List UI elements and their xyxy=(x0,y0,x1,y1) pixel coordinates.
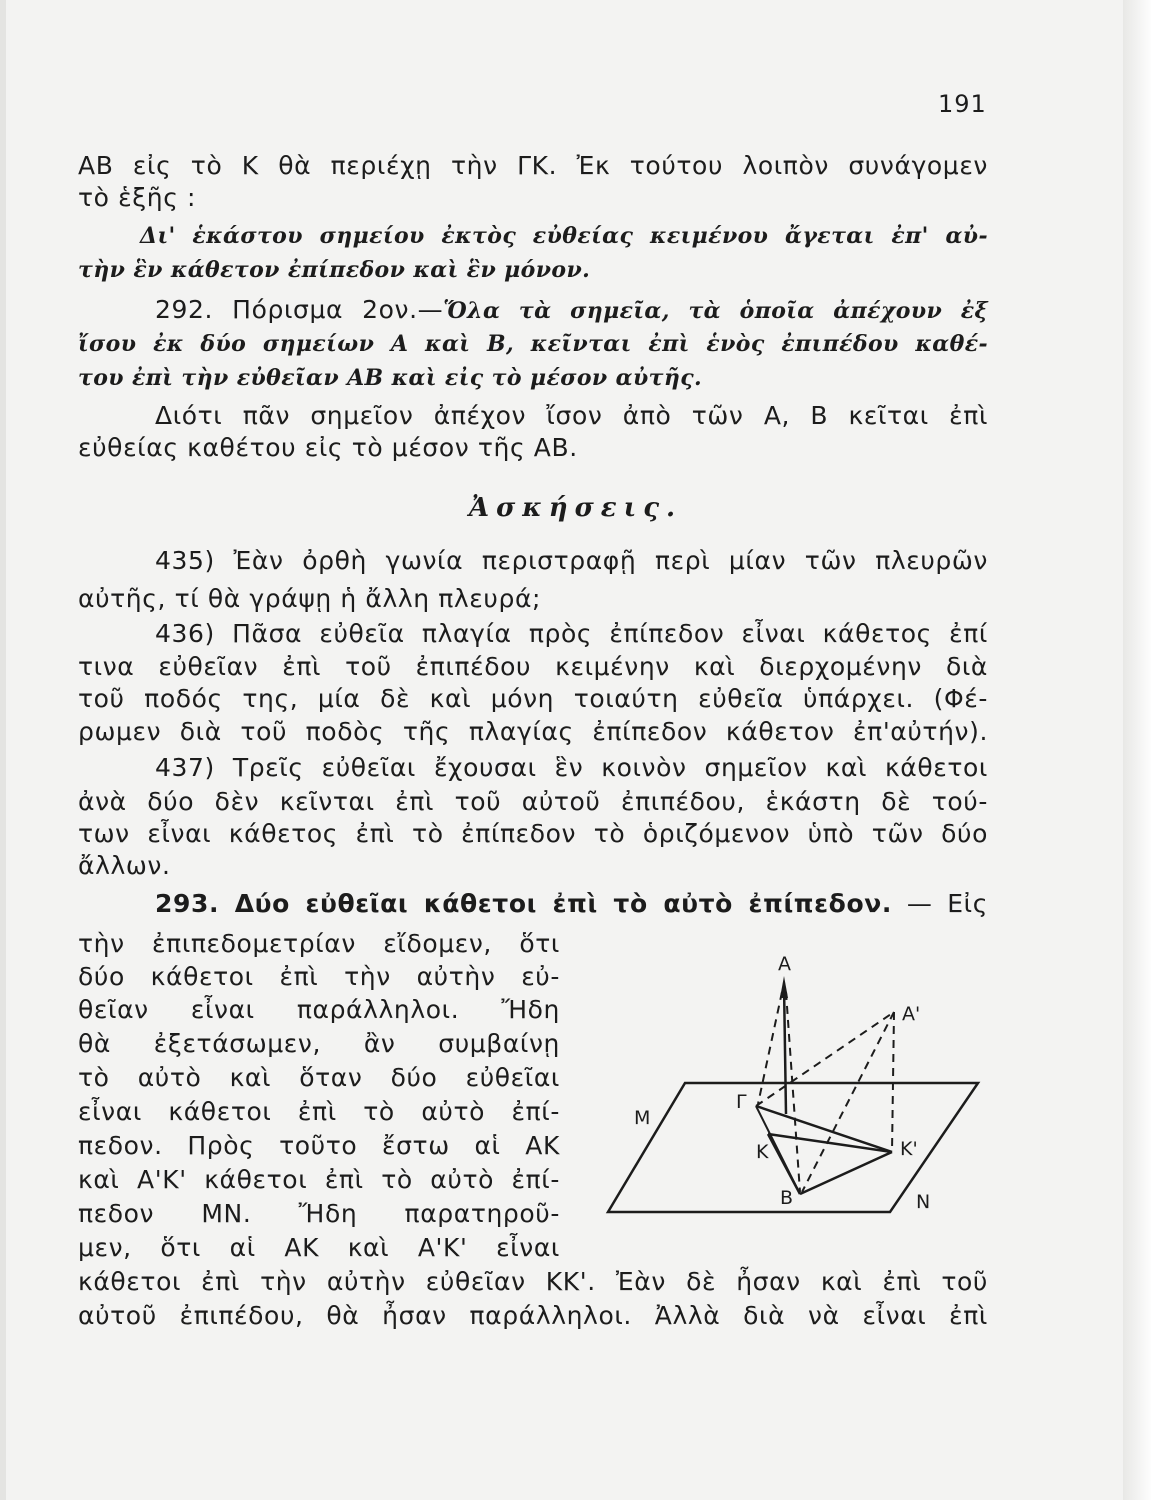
exercises-heading: Ἀσκήσεις. xyxy=(468,493,683,523)
exercise-line: 436) Πᾶσα εὐθεῖα πλαγία πρὸς ἐπίπεδον εἶναι κάθετος ἐπί xyxy=(155,619,988,648)
narrow-text-line: εἶναι κάθετοι ἐπὶ τὸ αὐτὸ ἐπί- xyxy=(78,1097,560,1126)
narrow-text-line: πεδον ΜΝ. Ἤδη παρατηροῦ- xyxy=(78,1199,560,1228)
segment-ak xyxy=(784,985,786,1114)
dashed-gamma-aprime xyxy=(756,1012,894,1106)
page-left-edge xyxy=(0,0,6,1500)
narrow-text-line: καὶ Α'Κ' κάθετοι ἐπὶ τὸ αὐτὸ ἐπί- xyxy=(78,1165,560,1194)
corollary-text-line: ἴσου ἐκ δύο σημείων Α καὶ Β, κεῖνται ἐπὶ ἑνὸς ἐπιπέδου καθέ- xyxy=(78,331,988,357)
segment-b-kprime xyxy=(800,1152,892,1194)
text-line: αὐτοῦ ἐπιπέδου, θὰ ἦσαν παράλληλοι. Ἀλλὰ διὰ νὰ εἶναι ἐπὶ xyxy=(78,1301,988,1330)
text-line: τὸ ἑξῆς : xyxy=(78,183,197,212)
label-a: Α xyxy=(778,953,791,975)
text-line: κάθετοι ἐπὶ τὴν αὐτὴν εὐθεῖαν ΚΚ'. Ἐὰν δὲ ἦσαν καὶ ἐπὶ τοῦ xyxy=(78,1267,988,1296)
section-title: 293. Δύο εὐθεῖαι κάθετοι ἐπὶ τὸ αὐτὸ ἐπίπεδον. xyxy=(155,889,892,918)
corollary-292-heading xyxy=(155,294,988,327)
exercise-line: αὐτῆς, τί θὰ γράψῃ ἡ ἄλλη πλευρά; xyxy=(78,584,542,613)
exercise-line: τοῦ ποδός της, μία δὲ καὶ μόνη τοιαύτη εὐθεῖα ὑπάρχει. (Φέ- xyxy=(78,684,988,713)
proof-line: εὐθείας καθέτου εἰς τὸ μέσον τῆς ΑΒ. xyxy=(78,433,578,462)
narrow-text-line: τὸ αὐτὸ καὶ ὅταν δύο εὐθεῖαι xyxy=(78,1063,560,1092)
page-number: 191 xyxy=(938,90,987,118)
narrow-text-line: θὰ ἐξετάσωμεν, ἂν συμβαίνῃ xyxy=(78,1029,560,1058)
label-k: Κ xyxy=(756,1141,769,1163)
narrow-text-line: μεν, ὅτι αἱ ΑΚ καὶ Α'Κ' εἶναι xyxy=(78,1233,560,1262)
label-a-prime: Α' xyxy=(902,1003,921,1025)
section-293-heading xyxy=(155,888,988,920)
theorem-statement-line: τὴν ἓν κάθετον ἐπίπεδον καὶ ἓν μόνον. xyxy=(78,257,591,283)
theorem-statement-line: Δι' ἑκάστου σημείου ἐκτὸς εὐθείας κειμένου ἄγεται ἐπ' αὐ- xyxy=(140,223,988,249)
text-line: ΑΒ εἰς τὸ Κ θὰ περιέχῃ τὴν ΓΚ. Ἐκ τούτου λοιπὸν συνάγομεν xyxy=(78,151,988,180)
label-n: Ν xyxy=(916,1191,931,1213)
exercise-line: ἄλλων. xyxy=(78,851,171,880)
dashed-aprime-b xyxy=(802,1012,894,1192)
exercise-line: ρωμεν διὰ τοῦ ποδὸς τῆς πλαγίας ἐπίπεδον κάθετον ἐπ'αὐτήν). xyxy=(78,717,988,746)
exercise-line: τινα εὐθεῖαν ἐπὶ τοῦ ἐπιπέδου κειμένην καὶ διερχομένην διὰ xyxy=(78,652,988,681)
narrow-text-line: δύο κάθετοι ἐπὶ τὴν αὐτὴν εὐ- xyxy=(78,962,560,991)
narrow-text-line: τὴν ἐπιπεδομετρίαν εἴδομεν, ὅτι xyxy=(78,929,560,958)
geometry-figure xyxy=(590,940,990,1230)
dashed-a-gamma xyxy=(758,992,782,1104)
exercise-line: ἀνὰ δύο δὲν κεῖνται ἐπὶ τοῦ αὐτοῦ ἐπιπέδου, ἑκάστη δὲ τού- xyxy=(78,787,988,816)
exercise-line: των εἶναι κάθετος ἐπὶ τὸ ἐπίπεδον τὸ ὁριζόμενον ὑπὸ τῶν δύο xyxy=(78,819,988,848)
section-title-continuation: — Εἰς xyxy=(906,889,989,918)
corollary-text-line: του ἐπὶ τὴν εὐθεῖαν ΑΒ καὶ εἰς τὸ μέσον αὐτῆς. xyxy=(78,365,703,391)
corollary-number: 292. Πόρισμα 2ον. xyxy=(155,295,418,324)
exercise-line: 437) Τρεῖς εὐθεῖαι ἔχουσαι ἓν κοινὸν σημεῖον καὶ κάθετοι xyxy=(155,753,988,782)
label-k-prime: Κ' xyxy=(900,1138,918,1160)
proof-line: Διότι πᾶν σημεῖον ἀπέχον ἴσον ἀπὸ τῶν Α, Β κεῖται ἐπὶ xyxy=(155,401,988,430)
corollary-text: Ὅλα τὰ σημεῖα, τὰ ὁποῖα ἀπέχουν ἐξ xyxy=(443,298,988,324)
narrow-text-line: θεῖαν εἶναι παράλληλοι. Ἤδη xyxy=(78,995,560,1024)
label-m: Μ xyxy=(634,1107,651,1129)
dash: — xyxy=(417,295,444,324)
dashed-a-b xyxy=(786,992,800,1192)
label-b: Β xyxy=(780,1187,794,1209)
label-gamma: Γ xyxy=(736,1091,747,1113)
narrow-text-line: πεδον. Πρὸς τοῦτο ἔστω αἱ ΑΚ xyxy=(78,1131,560,1160)
exercise-line: 435) Ἐὰν ὀρθὴ γωνία περιστραφῇ περὶ μίαν τῶν πλευρῶν xyxy=(155,546,988,575)
page-right-edge xyxy=(1123,0,1151,1500)
